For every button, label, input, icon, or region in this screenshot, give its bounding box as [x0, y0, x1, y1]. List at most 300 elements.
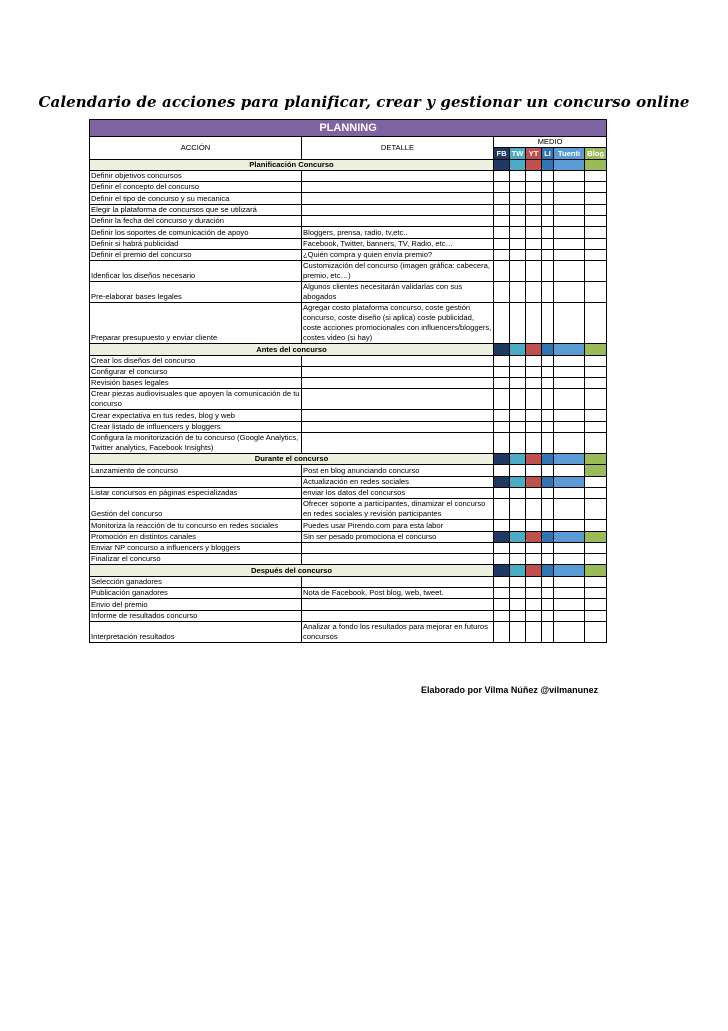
channel-tw-cell[interactable]	[510, 542, 526, 553]
channel-li-cell[interactable]	[542, 576, 554, 587]
channel-tw-cell[interactable]	[510, 421, 526, 432]
channel-tuenti-cell[interactable]	[554, 261, 585, 282]
channel-tuenti-cell[interactable]	[554, 531, 585, 542]
accion-cell	[90, 476, 302, 487]
channel-li-cell[interactable]	[542, 170, 554, 181]
channel-fb-cell[interactable]	[494, 378, 510, 389]
section-channel-swatch	[554, 454, 585, 465]
channel-yt-cell[interactable]	[526, 249, 542, 260]
channel-li-cell[interactable]	[542, 216, 554, 227]
detalle-column-header: DETALLE	[302, 137, 494, 160]
accion-cell: Listar concursos en páginas especializadas	[90, 487, 302, 498]
channel-li-cell[interactable]	[542, 520, 554, 531]
channel-tuenti-header: Tuenti	[554, 148, 585, 159]
table-row	[90, 588, 607, 599]
channel-blog-cell[interactable]	[585, 520, 607, 531]
channel-fb-header: FB	[494, 148, 510, 159]
channel-li-cell[interactable]	[542, 465, 554, 476]
section-channel-swatch	[554, 565, 585, 576]
section-channel-swatch	[526, 565, 542, 576]
channel-fb-cell[interactable]	[494, 542, 510, 553]
accion-cell: Definir si habrá publicidad	[90, 238, 302, 249]
channel-tw-cell[interactable]	[510, 610, 526, 621]
section-channel-swatch	[510, 344, 526, 355]
channel-tw-cell[interactable]	[510, 487, 526, 498]
section-channel-swatch	[554, 344, 585, 355]
channel-li-cell[interactable]	[542, 389, 554, 410]
table-row	[90, 170, 607, 181]
channel-tuenti-cell[interactable]	[554, 410, 585, 421]
channel-yt-cell[interactable]	[526, 204, 542, 215]
detalle-cell	[302, 355, 494, 366]
channel-tw-cell[interactable]	[510, 282, 526, 303]
channel-li-cell[interactable]	[542, 476, 554, 487]
table-row	[90, 204, 607, 215]
channel-blog-cell[interactable]	[585, 261, 607, 282]
detalle-cell: Customización del concurso (imagen gráfica: cabecera, premio, etc…)	[302, 261, 494, 282]
channel-fb-cell[interactable]	[494, 554, 510, 565]
table-row	[90, 476, 607, 487]
detalle-cell	[302, 389, 494, 410]
channel-tuenti-cell[interactable]	[554, 476, 585, 487]
accion-cell: Definir los soportes de comunicación de apoyo	[90, 227, 302, 238]
channel-fb-cell[interactable]	[494, 193, 510, 204]
channel-fb-cell[interactable]	[494, 238, 510, 249]
channel-tw-cell[interactable]	[510, 576, 526, 587]
channel-tw-cell[interactable]	[510, 599, 526, 610]
channel-fb-cell[interactable]	[494, 476, 510, 487]
channel-yt-cell[interactable]	[526, 531, 542, 542]
section-row	[90, 565, 607, 576]
channel-fb-cell[interactable]	[494, 282, 510, 303]
channel-li-cell[interactable]	[542, 227, 554, 238]
detalle-cell: Nota de Facebook, Post blog, web, tweet.	[302, 588, 494, 599]
channel-fb-cell[interactable]	[494, 182, 510, 193]
channel-li-cell[interactable]	[542, 542, 554, 553]
channel-tw-cell[interactable]	[510, 499, 526, 520]
table-row	[90, 410, 607, 421]
detalle-cell: Sin ser pesado promociona el concurso	[302, 531, 494, 542]
channel-tuenti-cell[interactable]	[554, 542, 585, 553]
planning-table	[89, 119, 607, 643]
channel-tw-cell[interactable]	[510, 193, 526, 204]
channel-tuenti-cell[interactable]	[554, 204, 585, 215]
channel-yt-cell[interactable]	[526, 261, 542, 282]
channel-blog-cell[interactable]	[585, 378, 607, 389]
detalle-cell	[302, 576, 494, 587]
channel-blog-cell[interactable]	[585, 227, 607, 238]
channel-fb-cell[interactable]	[494, 499, 510, 520]
accion-cell: Selección ganadores	[90, 576, 302, 587]
channel-fb-cell[interactable]	[494, 303, 510, 344]
channel-yt-cell[interactable]	[526, 621, 542, 642]
accion-cell: Enviar NP concurso a influencers y bloggers	[90, 542, 302, 553]
channel-li-cell[interactable]	[542, 261, 554, 282]
channel-yt-cell[interactable]	[526, 499, 542, 520]
channel-li-cell[interactable]	[542, 531, 554, 542]
detalle-cell: Algunos clientes necesitarán validarlas con sus abogados	[302, 282, 494, 303]
channel-blog-cell[interactable]	[585, 355, 607, 366]
channel-blog-cell[interactable]	[585, 610, 607, 621]
channel-blog-cell[interactable]	[585, 303, 607, 344]
channel-yt-cell[interactable]	[526, 487, 542, 498]
accion-cell: Revisión bases legales	[90, 378, 302, 389]
accion-cell: Definir el premio del concurso	[90, 249, 302, 260]
detalle-cell	[302, 542, 494, 553]
section-channel-swatch	[526, 159, 542, 170]
table-row	[90, 227, 607, 238]
section-channel-swatch	[494, 159, 510, 170]
detalle-cell	[302, 421, 494, 432]
accion-cell: Lanzamiento de concurso	[90, 465, 302, 476]
table-row	[90, 576, 607, 587]
channel-tuenti-cell[interactable]	[554, 554, 585, 565]
channel-li-cell[interactable]	[542, 588, 554, 599]
channel-blog-cell[interactable]	[585, 531, 607, 542]
channel-blog-cell[interactable]	[585, 204, 607, 215]
channel-blog-cell[interactable]	[585, 542, 607, 553]
accion-cell: Crear expectativa en tus redes, blog y web	[90, 410, 302, 421]
detalle-cell	[302, 410, 494, 421]
channel-blog-cell[interactable]	[585, 476, 607, 487]
channel-li-cell[interactable]	[542, 487, 554, 498]
channel-blog-cell[interactable]	[585, 238, 607, 249]
channel-fb-cell[interactable]	[494, 216, 510, 227]
channel-fb-cell[interactable]	[494, 621, 510, 642]
channel-yt-cell[interactable]	[526, 433, 542, 454]
channel-fb-cell[interactable]	[494, 410, 510, 421]
section-channel-swatch	[585, 344, 607, 355]
accion-cell: Interpretación resultados	[90, 621, 302, 642]
accion-cell: Definir la fecha del concurso y duración	[90, 216, 302, 227]
channel-yt-cell[interactable]	[526, 227, 542, 238]
section-channel-swatch	[585, 565, 607, 576]
channel-li-cell[interactable]	[542, 499, 554, 520]
channel-tuenti-cell[interactable]	[554, 227, 585, 238]
accion-cell: Configurar el concurso	[90, 366, 302, 377]
channel-fb-cell[interactable]	[494, 520, 510, 531]
section-row	[90, 344, 607, 355]
channel-fb-cell[interactable]	[494, 599, 510, 610]
channel-tuenti-cell[interactable]	[554, 249, 585, 260]
accion-cell: Finalizar el concurso	[90, 554, 302, 565]
channel-tuenti-cell[interactable]	[554, 421, 585, 432]
channel-blog-cell[interactable]	[585, 554, 607, 565]
detalle-cell	[302, 216, 494, 227]
channel-tuenti-cell[interactable]	[554, 433, 585, 454]
channel-li-cell[interactable]	[542, 366, 554, 377]
channel-blog-cell[interactable]	[585, 465, 607, 476]
channel-tw-cell[interactable]	[510, 216, 526, 227]
detalle-cell: Bloggers, prensa, radio, tv,etc..	[302, 227, 494, 238]
table-row	[90, 378, 607, 389]
channel-tw-cell[interactable]	[510, 588, 526, 599]
channel-tw-cell[interactable]	[510, 378, 526, 389]
channel-li-cell[interactable]	[542, 621, 554, 642]
channel-li-cell[interactable]	[542, 238, 554, 249]
channel-tw-cell[interactable]	[510, 531, 526, 542]
channel-li-cell[interactable]	[542, 182, 554, 193]
channel-fb-cell[interactable]	[494, 249, 510, 260]
channel-tw-cell[interactable]	[510, 410, 526, 421]
channel-yt-cell[interactable]	[526, 170, 542, 181]
detalle-cell	[302, 599, 494, 610]
table-row	[90, 193, 607, 204]
accion-cell: Gestión del concurso	[90, 499, 302, 520]
channel-tw-cell[interactable]	[510, 170, 526, 181]
section-channel-swatch	[585, 454, 607, 465]
channel-tw-cell[interactable]	[510, 182, 526, 193]
channel-tw-cell[interactable]	[510, 366, 526, 377]
channel-li-cell[interactable]	[542, 193, 554, 204]
section-channel-swatch	[542, 454, 554, 465]
channel-yt-cell[interactable]	[526, 238, 542, 249]
section-channel-swatch	[494, 344, 510, 355]
channel-tuenti-cell[interactable]	[554, 610, 585, 621]
accion-cell: Definir el tipo de concurso y su mecanica	[90, 193, 302, 204]
accion-cell: Definir objetivos concursos	[90, 170, 302, 181]
channel-yt-cell[interactable]	[526, 355, 542, 366]
channel-tuenti-cell[interactable]	[554, 576, 585, 587]
channel-fb-cell[interactable]	[494, 170, 510, 181]
section-channel-swatch	[510, 565, 526, 576]
channel-fb-cell[interactable]	[494, 433, 510, 454]
channel-tuenti-cell[interactable]	[554, 238, 585, 249]
detalle-cell: Ofrecer soporte a participantes, dinamizar el concurso en redes sociales y revisión participantes	[302, 499, 494, 520]
channel-tw-cell[interactable]	[510, 476, 526, 487]
section-channel-swatch	[542, 159, 554, 170]
channel-tuenti-cell[interactable]	[554, 282, 585, 303]
table-row	[90, 487, 607, 498]
channel-fb-cell[interactable]	[494, 355, 510, 366]
detalle-cell: Facebook, Twitter, banners, TV, Radio, etc…	[302, 238, 494, 249]
detalle-cell	[302, 610, 494, 621]
channel-blog-cell[interactable]	[585, 410, 607, 421]
accion-cell: Informe de resultados concurso	[90, 610, 302, 621]
section-channel-swatch	[494, 565, 510, 576]
accion-cell: Idenficar los diseños necesario	[90, 261, 302, 282]
table-row	[90, 303, 607, 344]
channel-tuenti-cell[interactable]	[554, 303, 585, 344]
channel-tuenti-cell[interactable]	[554, 599, 585, 610]
channel-blog-cell[interactable]	[585, 170, 607, 181]
channel-yt-cell[interactable]	[526, 476, 542, 487]
section-title: Planificación Concurso	[90, 159, 494, 170]
channel-tuenti-cell[interactable]	[554, 621, 585, 642]
table-row	[90, 238, 607, 249]
channel-fb-cell[interactable]	[494, 227, 510, 238]
channel-blog-cell[interactable]	[585, 389, 607, 410]
channel-yt-cell[interactable]	[526, 542, 542, 553]
channel-fb-cell[interactable]	[494, 366, 510, 377]
channel-blog-cell[interactable]	[585, 366, 607, 377]
author-credit: Elaborado por Vilma Núñez @vilmanunez	[421, 685, 599, 695]
channel-yt-cell[interactable]	[526, 389, 542, 410]
channel-li-cell[interactable]	[542, 554, 554, 565]
table-row	[90, 531, 607, 542]
channel-tw-cell[interactable]	[510, 238, 526, 249]
channel-blog-cell[interactable]	[585, 282, 607, 303]
channel-yt-cell[interactable]	[526, 410, 542, 421]
channel-tw-cell[interactable]	[510, 204, 526, 215]
channel-yt-cell[interactable]	[526, 282, 542, 303]
section-row	[90, 159, 607, 170]
channel-tuenti-cell[interactable]	[554, 182, 585, 193]
channel-tuenti-cell[interactable]	[554, 193, 585, 204]
channel-yt-cell[interactable]	[526, 378, 542, 389]
detalle-cell: Actualización en redes sociales	[302, 476, 494, 487]
section-channel-swatch	[510, 159, 526, 170]
detalle-cell: Post en blog anunciando concurso	[302, 465, 494, 476]
channel-tuenti-cell[interactable]	[554, 588, 585, 599]
channel-blog-cell[interactable]	[585, 216, 607, 227]
detalle-cell: Puedes usar Pirendo.com para esta labor	[302, 520, 494, 531]
accion-cell: Definir el concepto del concurso	[90, 182, 302, 193]
section-channel-swatch	[526, 454, 542, 465]
section-title: Durante el concurso	[90, 454, 494, 465]
section-row	[90, 454, 607, 465]
channel-tw-cell[interactable]	[510, 389, 526, 410]
channel-fb-cell[interactable]	[494, 588, 510, 599]
channel-tuenti-cell[interactable]	[554, 170, 585, 181]
channel-li-cell[interactable]	[542, 282, 554, 303]
channel-tw-cell[interactable]	[510, 261, 526, 282]
channel-blog-cell[interactable]	[585, 499, 607, 520]
channel-tw-cell[interactable]	[510, 554, 526, 565]
channel-yt-cell[interactable]	[526, 421, 542, 432]
channel-fb-cell[interactable]	[494, 389, 510, 410]
detalle-cell: ¿Quién compra y quien envía premio?	[302, 249, 494, 260]
planning-header: PLANNING	[90, 120, 607, 137]
channel-yt-header: YT	[526, 148, 542, 159]
channel-yt-cell[interactable]	[526, 366, 542, 377]
channel-yt-cell[interactable]	[526, 554, 542, 565]
channel-fb-cell[interactable]	[494, 576, 510, 587]
channel-tuenti-cell[interactable]	[554, 216, 585, 227]
channel-fb-cell[interactable]	[494, 487, 510, 498]
detalle-cell	[302, 378, 494, 389]
channel-yt-cell[interactable]	[526, 520, 542, 531]
channel-li-cell[interactable]	[542, 204, 554, 215]
detalle-cell	[302, 193, 494, 204]
accion-column-header: ACCIÓN	[90, 137, 302, 160]
channel-fb-cell[interactable]	[494, 610, 510, 621]
channel-blog-cell[interactable]	[585, 421, 607, 432]
channel-fb-cell[interactable]	[494, 531, 510, 542]
channel-blog-header: Blog	[585, 148, 607, 159]
detalle-cell	[302, 170, 494, 181]
channel-blog-cell[interactable]	[585, 433, 607, 454]
channel-li-cell[interactable]	[542, 410, 554, 421]
channel-yt-cell[interactable]	[526, 599, 542, 610]
detalle-cell: Analizar a fondo los resultados para mejorar en futuros concursos	[302, 621, 494, 642]
section-channel-swatch	[542, 344, 554, 355]
channel-tuenti-cell[interactable]	[554, 389, 585, 410]
channel-fb-cell[interactable]	[494, 465, 510, 476]
channel-fb-cell[interactable]	[494, 204, 510, 215]
channel-tw-cell[interactable]	[510, 249, 526, 260]
accion-cell: Preparar presupuesto y enviar cliente	[90, 303, 302, 344]
channel-tuenti-cell[interactable]	[554, 487, 585, 498]
channel-tuenti-cell[interactable]	[554, 355, 585, 366]
channel-yt-cell[interactable]	[526, 465, 542, 476]
channel-blog-cell[interactable]	[585, 576, 607, 587]
detalle-cell	[302, 204, 494, 215]
table-row	[90, 216, 607, 227]
channel-fb-cell[interactable]	[494, 421, 510, 432]
channel-tw-cell[interactable]	[510, 303, 526, 344]
channel-fb-cell[interactable]	[494, 261, 510, 282]
channel-yt-cell[interactable]	[526, 576, 542, 587]
table-row	[90, 599, 607, 610]
channel-blog-cell[interactable]	[585, 487, 607, 498]
table-row	[90, 249, 607, 260]
detalle-cell	[302, 182, 494, 193]
table-row	[90, 554, 607, 565]
channel-tw-cell[interactable]	[510, 621, 526, 642]
page-title: Calendario de acciones para planificar, crear y gestionar un concurso online	[38, 93, 690, 111]
detalle-cell	[302, 366, 494, 377]
table-row	[90, 542, 607, 553]
channel-blog-cell[interactable]	[585, 588, 607, 599]
table-row	[90, 261, 607, 282]
channel-li-cell[interactable]	[542, 599, 554, 610]
channel-li-cell[interactable]	[542, 355, 554, 366]
section-title: Después del concurso	[90, 565, 494, 576]
channel-blog-cell[interactable]	[585, 599, 607, 610]
channel-blog-cell[interactable]	[585, 182, 607, 193]
channel-yt-cell[interactable]	[526, 193, 542, 204]
channel-blog-cell[interactable]	[585, 621, 607, 642]
accion-cell: Publicación ganadores	[90, 588, 302, 599]
table-row	[90, 621, 607, 642]
channel-blog-cell[interactable]	[585, 193, 607, 204]
detalle-cell: Agregar costo plataforma concurso, coste gestión concurso, coste diseño (si aplica) coste publicidad, coste acciones promocionales con influencers/bloggers, costes video (si hay)	[302, 303, 494, 344]
channel-yt-cell[interactable]	[526, 303, 542, 344]
detalle-cell: enviar los datos del concursos	[302, 487, 494, 498]
channel-yt-cell[interactable]	[526, 216, 542, 227]
channel-li-cell[interactable]	[542, 303, 554, 344]
channel-li-cell[interactable]	[542, 378, 554, 389]
channel-yt-cell[interactable]	[526, 182, 542, 193]
channel-li-header: LI	[542, 148, 554, 159]
channel-tw-cell[interactable]	[510, 465, 526, 476]
section-channel-swatch	[554, 159, 585, 170]
channel-tuenti-cell[interactable]	[554, 520, 585, 531]
accion-cell: Crear listado de influencers y bloggers	[90, 421, 302, 432]
channel-li-cell[interactable]	[542, 421, 554, 432]
channel-yt-cell[interactable]	[526, 588, 542, 599]
channel-tw-cell[interactable]	[510, 520, 526, 531]
table-row	[90, 182, 607, 193]
medio-column-header: MEDIO	[494, 137, 607, 148]
channel-yt-cell[interactable]	[526, 610, 542, 621]
channel-tw-cell[interactable]	[510, 355, 526, 366]
channel-tuenti-cell[interactable]	[554, 378, 585, 389]
channel-blog-cell[interactable]	[585, 249, 607, 260]
channel-tuenti-cell[interactable]	[554, 499, 585, 520]
table-row	[90, 389, 607, 410]
section-channel-swatch	[585, 159, 607, 170]
channel-li-cell[interactable]	[542, 433, 554, 454]
accion-cell: Promoción en distintos canales	[90, 531, 302, 542]
channel-tw-cell[interactable]	[510, 433, 526, 454]
channel-tw-cell[interactable]	[510, 227, 526, 238]
channel-li-cell[interactable]	[542, 610, 554, 621]
channel-tuenti-cell[interactable]	[554, 366, 585, 377]
channel-li-cell[interactable]	[542, 249, 554, 260]
channel-tuenti-cell[interactable]	[554, 465, 585, 476]
